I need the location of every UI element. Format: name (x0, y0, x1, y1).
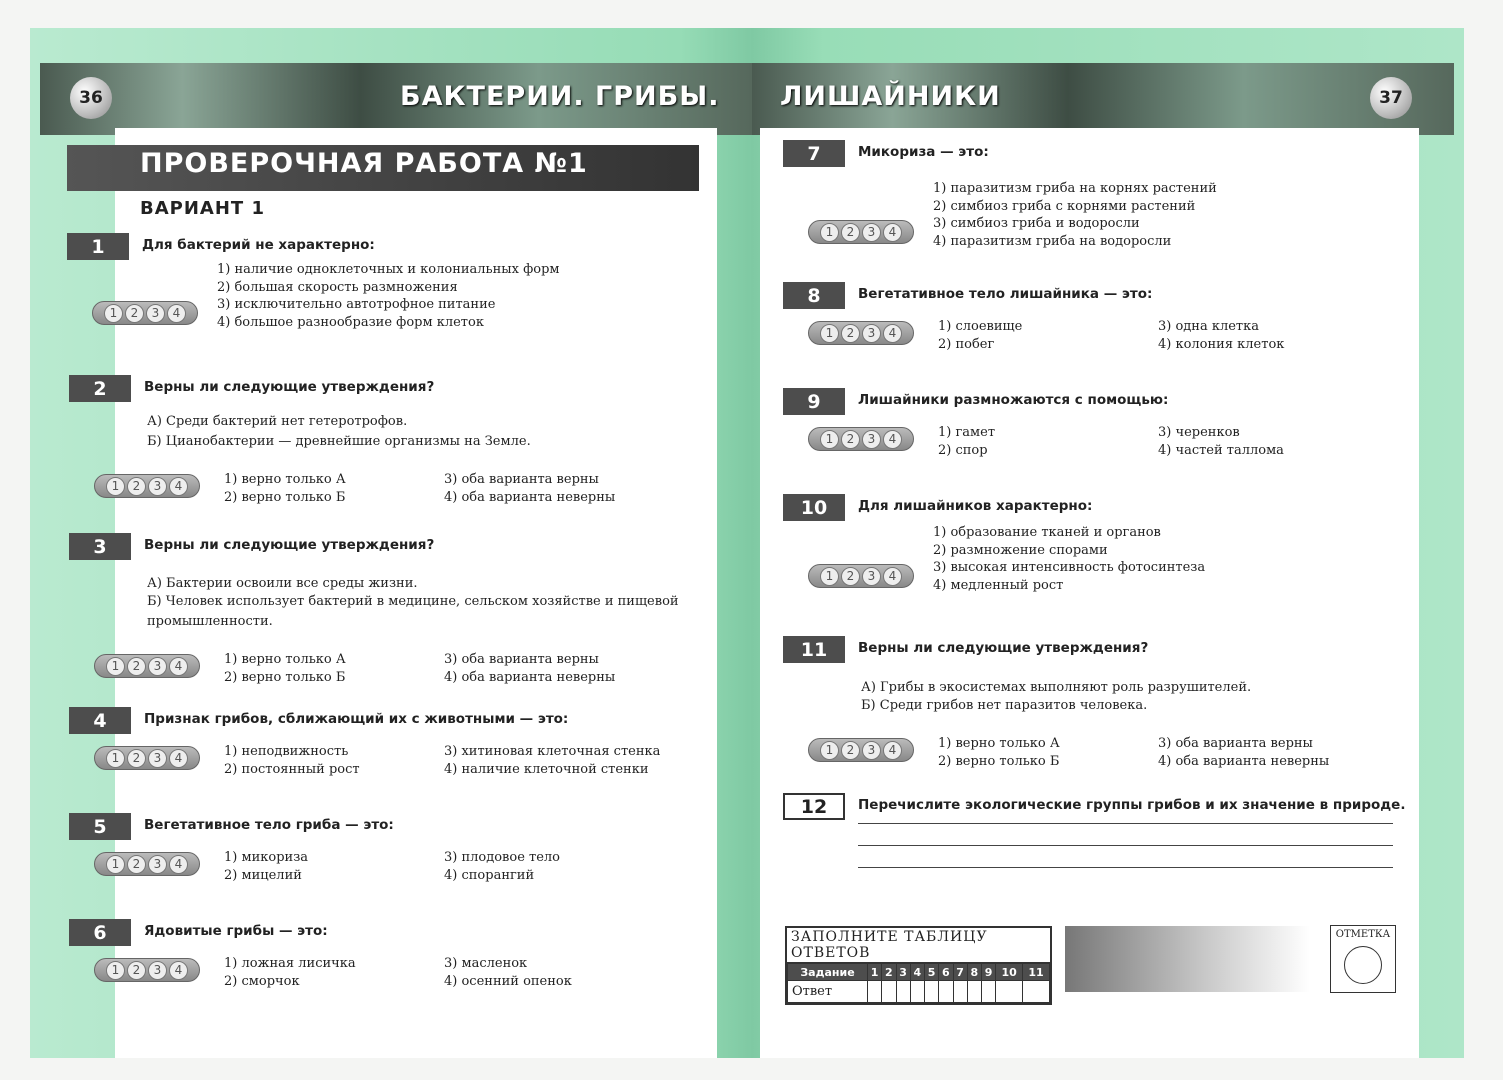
answer-option: 4) оба варианта неверны (444, 670, 616, 685)
answer-option: 3) оба варианта верны (1158, 736, 1313, 751)
answer-option: 2) мицелий (224, 868, 302, 883)
answer-circle-3[interactable]: 3 (148, 477, 167, 496)
question-text: Лишайники размножаются с помощью: (858, 392, 1169, 408)
question-text: Для лишайников характерно: (858, 498, 1093, 514)
answer-option: 3) плодовое тело (444, 850, 560, 865)
question-number: 1 (67, 233, 129, 260)
statement: Б) Среди грибов нет паразитов человека. (861, 698, 1148, 713)
answer-option: 2) размножение спорами (933, 542, 1108, 558)
answer-circle-2[interactable]: 2 (841, 223, 860, 242)
answer-circle-1[interactable]: 1 (106, 961, 125, 980)
task-number: 6 (939, 964, 953, 981)
question-text: Верны ли следующие утверждения? (144, 379, 435, 395)
question-text: Перечислите экологические группы грибов и их значение в природе. (858, 797, 1406, 813)
answer-cell[interactable] (910, 981, 924, 1003)
grade-label: ОТМЕТКА (1335, 929, 1391, 940)
answer-option: 1) верно только А (224, 472, 346, 487)
question-text: Ядовитые грибы — это: (144, 923, 328, 939)
answer-circle-2[interactable]: 2 (841, 741, 860, 760)
answer-cell[interactable] (996, 981, 1023, 1003)
answer-cell[interactable] (953, 981, 967, 1003)
answer-table (785, 926, 1052, 1005)
answer-option: 1) верно только А (938, 736, 1060, 751)
question-number: 3 (69, 533, 131, 560)
answer-option: 4) колония клеток (1158, 337, 1285, 352)
statement: Б) Человек использует бактерий в медицине, сельском хозяйстве и пищевой (147, 594, 679, 609)
answer-option: 2) сморчок (224, 974, 300, 989)
answer-option: 3) хитиновая клеточная стенка (444, 744, 661, 759)
answer-option: 4) оба варианта неверны (1158, 754, 1330, 769)
statement: Б) Цианобактерии — древнейшие организмы на Земле. (147, 434, 531, 449)
answer-selector[interactable] (92, 301, 198, 325)
question-number: 11 (783, 636, 845, 663)
answer-circle-1[interactable]: 1 (106, 477, 125, 496)
answer-circle-1[interactable]: 1 (820, 741, 839, 760)
answer-circle-2[interactable]: 2 (127, 477, 146, 496)
answer-option: 1) верно только А (224, 652, 346, 667)
question-text: Микориза — это: (858, 144, 989, 160)
answer-table-title: ЗАПОЛНИТЕ ТАБЛИЦУ ОТВЕТОВ (787, 928, 1050, 963)
question-number: 4 (69, 707, 131, 734)
answer-option: 4) спорангий (444, 868, 535, 883)
answer-cell[interactable] (1023, 981, 1050, 1003)
answer-selector[interactable] (808, 564, 914, 588)
question-number: 10 (783, 494, 845, 521)
task-number: 11 (1023, 964, 1050, 981)
answer-circle-3[interactable]: 3 (146, 304, 165, 323)
answer-circle-1[interactable]: 1 (106, 749, 125, 768)
answer-option: 4) медленный рост (933, 577, 1064, 593)
answer-circle-4[interactable]: 4 (883, 324, 902, 343)
question-number: 7 (783, 140, 845, 167)
question-text: Верны ли следующие утверждения? (858, 640, 1149, 656)
header-banner (752, 63, 1454, 135)
statement: промышленности. (147, 614, 273, 629)
answer-option: 2) побег (938, 337, 995, 352)
answer-circle-1[interactable]: 1 (820, 324, 839, 343)
task-number: 8 (967, 964, 981, 981)
question-text: Вегетативное тело лишайника — это: (858, 286, 1153, 302)
answer-circle-3[interactable]: 3 (862, 223, 881, 242)
answer-option: 3) исключительно автотрофное питание (217, 297, 496, 312)
answer-cell[interactable] (868, 981, 882, 1003)
answer-option: 4) частей таллома (1158, 443, 1284, 458)
answer-circle-4[interactable]: 4 (169, 855, 188, 874)
answer-circle-4[interactable]: 4 (883, 567, 902, 586)
page-number: 37 (1370, 77, 1412, 119)
answer-circle-4[interactable]: 4 (169, 477, 188, 496)
answer-cell[interactable] (982, 981, 996, 1003)
task-number: 9 (982, 964, 996, 981)
task-number: 1 (868, 964, 882, 981)
answer-option: 3) одна клетка (1158, 319, 1259, 334)
answer-selector[interactable] (808, 321, 914, 345)
gradient-box (1065, 926, 1310, 992)
answer-selector[interactable] (808, 738, 914, 762)
question-number: 5 (69, 813, 131, 840)
question-text: Признак грибов, сближающий их с животными — это: (144, 711, 569, 727)
answer-option: 4) паразитизм гриба на водоросли (933, 233, 1172, 249)
statement: А) Среди бактерий нет гетеротрофов. (147, 414, 408, 429)
question-text: Верны ли следующие утверждения? (144, 537, 435, 553)
task-number: 4 (910, 964, 924, 981)
answer-option: 2) спор (938, 443, 988, 458)
answer-option: 1) наличие одноклеточных и колониальных форм (217, 262, 560, 277)
answer-circle-2[interactable]: 2 (127, 961, 146, 980)
answer-option: 3) оба варианта верны (444, 472, 599, 487)
task-number: 2 (882, 964, 896, 981)
answer-cell[interactable] (939, 981, 953, 1003)
answer-option: 3) оба варианта верны (444, 652, 599, 667)
content-area (760, 128, 1419, 1058)
answer-selector[interactable] (94, 474, 200, 498)
answer-circle-4[interactable]: 4 (167, 304, 186, 323)
row-label: Задание (788, 964, 868, 981)
answer-circle-2[interactable]: 2 (841, 324, 860, 343)
answer-circle-4[interactable]: 4 (169, 961, 188, 980)
row-label: Ответ (788, 981, 868, 1003)
answer-option: 1) микориза (224, 850, 309, 865)
question-number: 8 (783, 282, 845, 309)
question-number: 6 (69, 919, 131, 946)
answer-option: 1) паразитизм гриба на корнях растений (933, 181, 1217, 196)
answer-circle-2[interactable]: 2 (125, 304, 144, 323)
task-number: 10 (996, 964, 1023, 981)
answer-selector[interactable] (94, 654, 200, 678)
answer-option: 3) высокая интенсивность фотосинтеза (933, 560, 1206, 575)
chapter-title: ЛИШАЙНИКИ (780, 81, 1001, 112)
answer-circle-1[interactable]: 1 (820, 567, 839, 586)
grade-circle[interactable] (1344, 946, 1382, 984)
answer-circle-3[interactable]: 3 (148, 961, 167, 980)
answer-option: 2) большая скорость размножения (217, 279, 458, 295)
answer-circle-3[interactable]: 3 (148, 749, 167, 768)
answer-option: 1) слоевище (938, 319, 1023, 334)
answer-option: 2) симбиоз гриба с корнями растений (933, 198, 1196, 214)
answer-circle-3[interactable]: 3 (862, 430, 881, 449)
answer-selector[interactable] (94, 958, 200, 982)
answer-circle-1[interactable]: 1 (104, 304, 123, 323)
grade-box (1330, 925, 1396, 993)
answer-line[interactable] (858, 867, 1393, 868)
answer-cell[interactable] (925, 981, 939, 1003)
answer-circle-1[interactable]: 1 (820, 223, 839, 242)
answer-option: 3) масленок (444, 956, 528, 971)
answer-cell[interactable] (967, 981, 981, 1003)
statement: А) Бактерии освоили все среды жизни. (147, 576, 418, 591)
answer-circle-4[interactable]: 4 (883, 430, 902, 449)
question-text: Вегетативное тело гриба — это: (144, 817, 394, 833)
answer-circle-4[interactable]: 4 (169, 657, 188, 676)
chapter-title: БАКТЕРИИ. ГРИБЫ. (400, 81, 720, 112)
answer-circle-4[interactable]: 4 (883, 223, 902, 242)
answer-option: 3) симбиоз гриба и водоросли (933, 216, 1140, 231)
variant-label: ВАРИАНТ 1 (140, 198, 265, 219)
answer-circle-2[interactable]: 2 (841, 430, 860, 449)
answer-circle-1[interactable]: 1 (106, 657, 125, 676)
answer-selector[interactable] (808, 427, 914, 451)
answer-option: 4) наличие клеточной стенки (444, 762, 649, 777)
answer-option: 2) верно только Б (938, 754, 1060, 769)
answer-option: 1) гамет (938, 425, 996, 440)
task-number: 3 (896, 964, 910, 981)
test-title: ПРОВЕРОЧНАЯ РАБОТА №1 (67, 145, 699, 191)
answer-line[interactable] (858, 823, 1393, 824)
answer-circle-4[interactable]: 4 (169, 749, 188, 768)
answer-circle-3[interactable]: 3 (862, 324, 881, 343)
answer-option: 2) постоянный рост (224, 762, 360, 777)
answer-option: 2) верно только Б (224, 490, 346, 505)
statement: А) Грибы в экосистемах выполняют роль разрушителей. (861, 680, 1252, 695)
task-number: 7 (953, 964, 967, 981)
question-number: 12 (783, 793, 845, 820)
answer-option: 4) осенний опенок (444, 974, 572, 989)
answer-circle-3[interactable]: 3 (148, 855, 167, 874)
task-number: 5 (925, 964, 939, 981)
answer-option: 2) верно только Б (224, 670, 346, 685)
answer-circle-3[interactable]: 3 (862, 741, 881, 760)
answer-option: 3) черенков (1158, 425, 1240, 440)
answer-option: 4) оба варианта неверны (444, 490, 616, 505)
answer-circle-3[interactable]: 3 (148, 657, 167, 676)
answer-selector[interactable] (94, 746, 200, 770)
answer-circle-1[interactable]: 1 (820, 430, 839, 449)
answer-option: 1) ложная лисичка (224, 956, 356, 971)
answer-selector[interactable] (94, 852, 200, 876)
question-text: Для бактерий не характерно: (142, 237, 375, 253)
answer-option: 1) неподвижность (224, 744, 349, 759)
answer-line[interactable] (858, 845, 1393, 846)
page-number: 36 (70, 77, 112, 119)
header-banner (40, 63, 752, 135)
answer-cell[interactable] (896, 981, 910, 1003)
answer-selector[interactable] (808, 220, 914, 244)
question-number: 2 (69, 375, 131, 402)
answer-circle-2[interactable]: 2 (841, 567, 860, 586)
answer-cell[interactable] (882, 981, 896, 1003)
answer-circle-2[interactable]: 2 (127, 749, 146, 768)
question-number: 9 (783, 388, 845, 415)
answer-circle-1[interactable]: 1 (106, 855, 125, 874)
answer-circle-2[interactable]: 2 (127, 657, 146, 676)
answer-option: 1) образование тканей и органов (933, 525, 1161, 540)
answer-circle-4[interactable]: 4 (883, 741, 902, 760)
answer-circle-3[interactable]: 3 (862, 567, 881, 586)
answer-option: 4) большое разнообразие форм клеток (217, 314, 484, 330)
answer-circle-2[interactable]: 2 (127, 855, 146, 874)
